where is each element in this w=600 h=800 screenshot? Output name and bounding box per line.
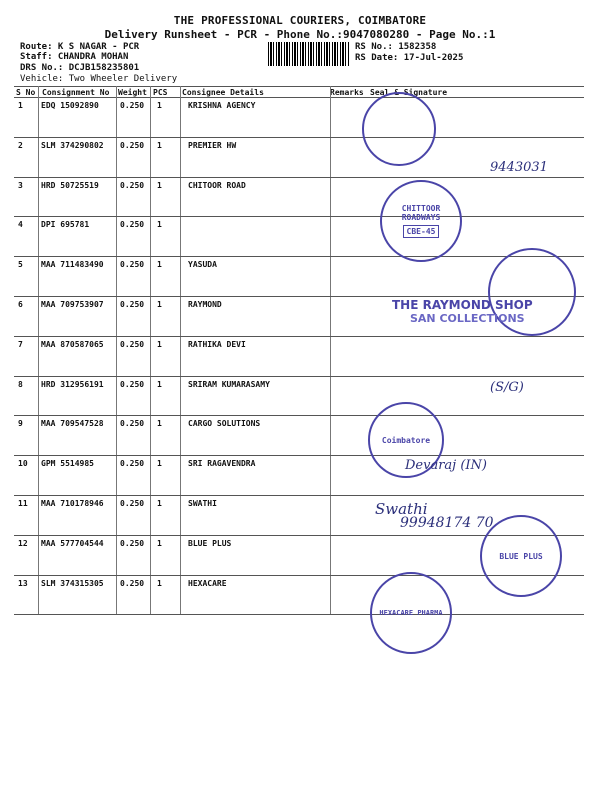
cell-cno: DPI 695781 xyxy=(41,220,90,230)
vehicle-label: Vehicle: Two Wheeler Delivery xyxy=(20,74,178,84)
col-signature: Seal & Signature xyxy=(370,88,448,97)
cell-cno: MAA 577704544 xyxy=(41,538,104,548)
col-consignment: Consignment No xyxy=(42,88,110,97)
company-name: THE PROFESSIONAL COURIERS, COIMBATORE xyxy=(173,14,427,27)
cell-sno: 12 xyxy=(18,538,28,548)
runsheet-title: Delivery Runsheet - PCR - Phone No.:9047080280 - Page No.:1 xyxy=(104,28,496,41)
cell-pcs: 1 xyxy=(157,578,162,588)
handwritten-phone1: 9443031 xyxy=(490,160,548,175)
cell-pcs: 1 xyxy=(157,538,162,548)
cell-cno: MAA 870587065 xyxy=(41,339,104,349)
table-row xyxy=(14,137,584,138)
cell-wt: 0.250 xyxy=(120,180,145,190)
col-consignee: Consignee Details xyxy=(182,88,264,97)
cell-pcs: 1 xyxy=(157,459,162,469)
barcode xyxy=(268,42,350,66)
handwritten-devaraj: Devaraj (IN) xyxy=(405,458,487,473)
cell-wt: 0.250 xyxy=(120,260,145,270)
cell-pcs: 1 xyxy=(157,220,162,230)
cell-sno: 9 xyxy=(18,419,23,429)
rs-date: RS Date: 17-Jul-2025 xyxy=(355,53,464,63)
cell-sno: 5 xyxy=(18,260,23,270)
cell-wt: 0.250 xyxy=(120,101,145,110)
cell-pcs: 1 xyxy=(157,260,162,270)
cell-sno: 1 xyxy=(18,101,23,110)
cell-name: SRI RAGAVENDRA xyxy=(188,459,256,469)
cell-pcs: 1 xyxy=(157,300,162,309)
cell-wt: 0.250 xyxy=(120,538,145,548)
col-sno: S No xyxy=(16,88,36,97)
col-pcs: PCS xyxy=(153,88,168,97)
cell-sno: 13 xyxy=(18,578,28,588)
blueplus-text: BLUE PLUS xyxy=(499,551,543,561)
raymond-stamp: THE RAYMOND SHOP xyxy=(392,298,533,312)
cell-wt: 0.250 xyxy=(120,459,145,469)
cell-sno: 8 xyxy=(18,379,23,389)
cell-name: BLUE PLUS xyxy=(188,538,232,548)
handwritten-note: (S/G) xyxy=(490,380,524,395)
hexacare-text: HEXACARE PHARMA xyxy=(379,609,443,617)
cell-sno: 2 xyxy=(18,140,23,150)
cell-cno: GPM 5514985 xyxy=(41,459,94,469)
table-header-border xyxy=(14,97,584,98)
cell-cno: HRD 312956191 xyxy=(41,379,104,389)
rs-number: RS No.: 1582358 xyxy=(355,42,437,52)
cell-wt: 0.250 xyxy=(120,339,145,349)
cell-name: SWATHI xyxy=(188,499,217,508)
handwritten-swathi: Swathi xyxy=(375,500,428,518)
cell-pcs: 1 xyxy=(157,419,162,429)
cell-name: RAYMOND xyxy=(188,300,222,309)
route-label: Route: K S NAGAR - PCR xyxy=(20,42,140,52)
table-row xyxy=(14,177,584,178)
cell-name: YASUDA xyxy=(188,260,217,270)
col-remarks: Remarks xyxy=(330,88,364,97)
chittoor-stamp xyxy=(380,180,462,262)
cell-cno: SLM 374290802 xyxy=(41,140,104,150)
cell-cno: MAA 709753907 xyxy=(41,300,104,309)
chittoor-code: CBE-45 xyxy=(403,225,440,238)
cell-wt: 0.250 xyxy=(120,379,145,389)
col-weight: Weight xyxy=(118,88,147,97)
cell-cno: MAA 710178946 xyxy=(41,499,104,508)
table-row xyxy=(14,614,584,615)
table-row xyxy=(14,415,584,416)
table-row xyxy=(14,336,584,337)
handwritten-phone2: 99948174 70 xyxy=(400,515,494,531)
cell-wt: 0.250 xyxy=(120,140,145,150)
cell-name: KRISHNA AGENCY xyxy=(188,101,256,110)
cell-sno: 11 xyxy=(18,499,28,508)
cell-name: SRIRAM KUMARASAMY xyxy=(188,379,270,389)
cell-sno: 3 xyxy=(18,180,23,190)
cell-cno: EDQ 15092890 xyxy=(41,101,99,110)
cell-name: CHITOOR ROAD xyxy=(188,180,246,190)
cell-cno: MAA 711483490 xyxy=(41,260,104,270)
cell-wt: 0.250 xyxy=(120,499,145,508)
cell-pcs: 1 xyxy=(157,180,162,190)
chittoor-name: CHITTOOR ROADWAYS xyxy=(401,204,441,222)
cell-cno: MAA 709547528 xyxy=(41,419,104,429)
cell-wt: 0.250 xyxy=(120,300,145,309)
krishna-seal xyxy=(362,92,436,166)
table-row xyxy=(14,455,584,456)
cell-cno: HRD 50725519 xyxy=(41,180,99,190)
staff-label: Staff: CHANDRA MOHAN xyxy=(20,52,129,62)
cell-sno: 10 xyxy=(18,459,28,469)
drs-label: DRS No.: DCJB158235801 xyxy=(20,63,140,73)
table-row xyxy=(14,256,584,257)
cell-name: CARGO SOLUTIONS xyxy=(188,419,261,429)
hexacare-seal xyxy=(370,572,452,654)
cell-pcs: 1 xyxy=(157,101,162,110)
cell-name: PREMIER HW xyxy=(188,140,237,150)
cell-pcs: 1 xyxy=(157,379,162,389)
table-top-border xyxy=(14,86,584,87)
table-row xyxy=(14,495,584,496)
cell-name: HEXACARE xyxy=(188,578,227,588)
cell-wt: 0.250 xyxy=(120,419,145,429)
cell-wt: 0.250 xyxy=(120,578,145,588)
table-row xyxy=(14,216,584,217)
cell-name: RATHIKA DEVI xyxy=(188,339,246,349)
cell-sno: 6 xyxy=(18,300,23,309)
cell-wt: 0.250 xyxy=(120,220,145,230)
cargo-seal-text: Coimbatore xyxy=(381,435,431,445)
cell-pcs: 1 xyxy=(157,140,162,150)
table-row xyxy=(14,376,584,377)
cell-sno: 4 xyxy=(18,220,23,230)
cell-sno: 7 xyxy=(18,339,23,349)
raymond-sub: SAN COLLECTIONS xyxy=(410,312,525,325)
cell-pcs: 1 xyxy=(157,499,162,508)
cell-cno: SLM 374315305 xyxy=(41,578,104,588)
cell-pcs: 1 xyxy=(157,339,162,349)
